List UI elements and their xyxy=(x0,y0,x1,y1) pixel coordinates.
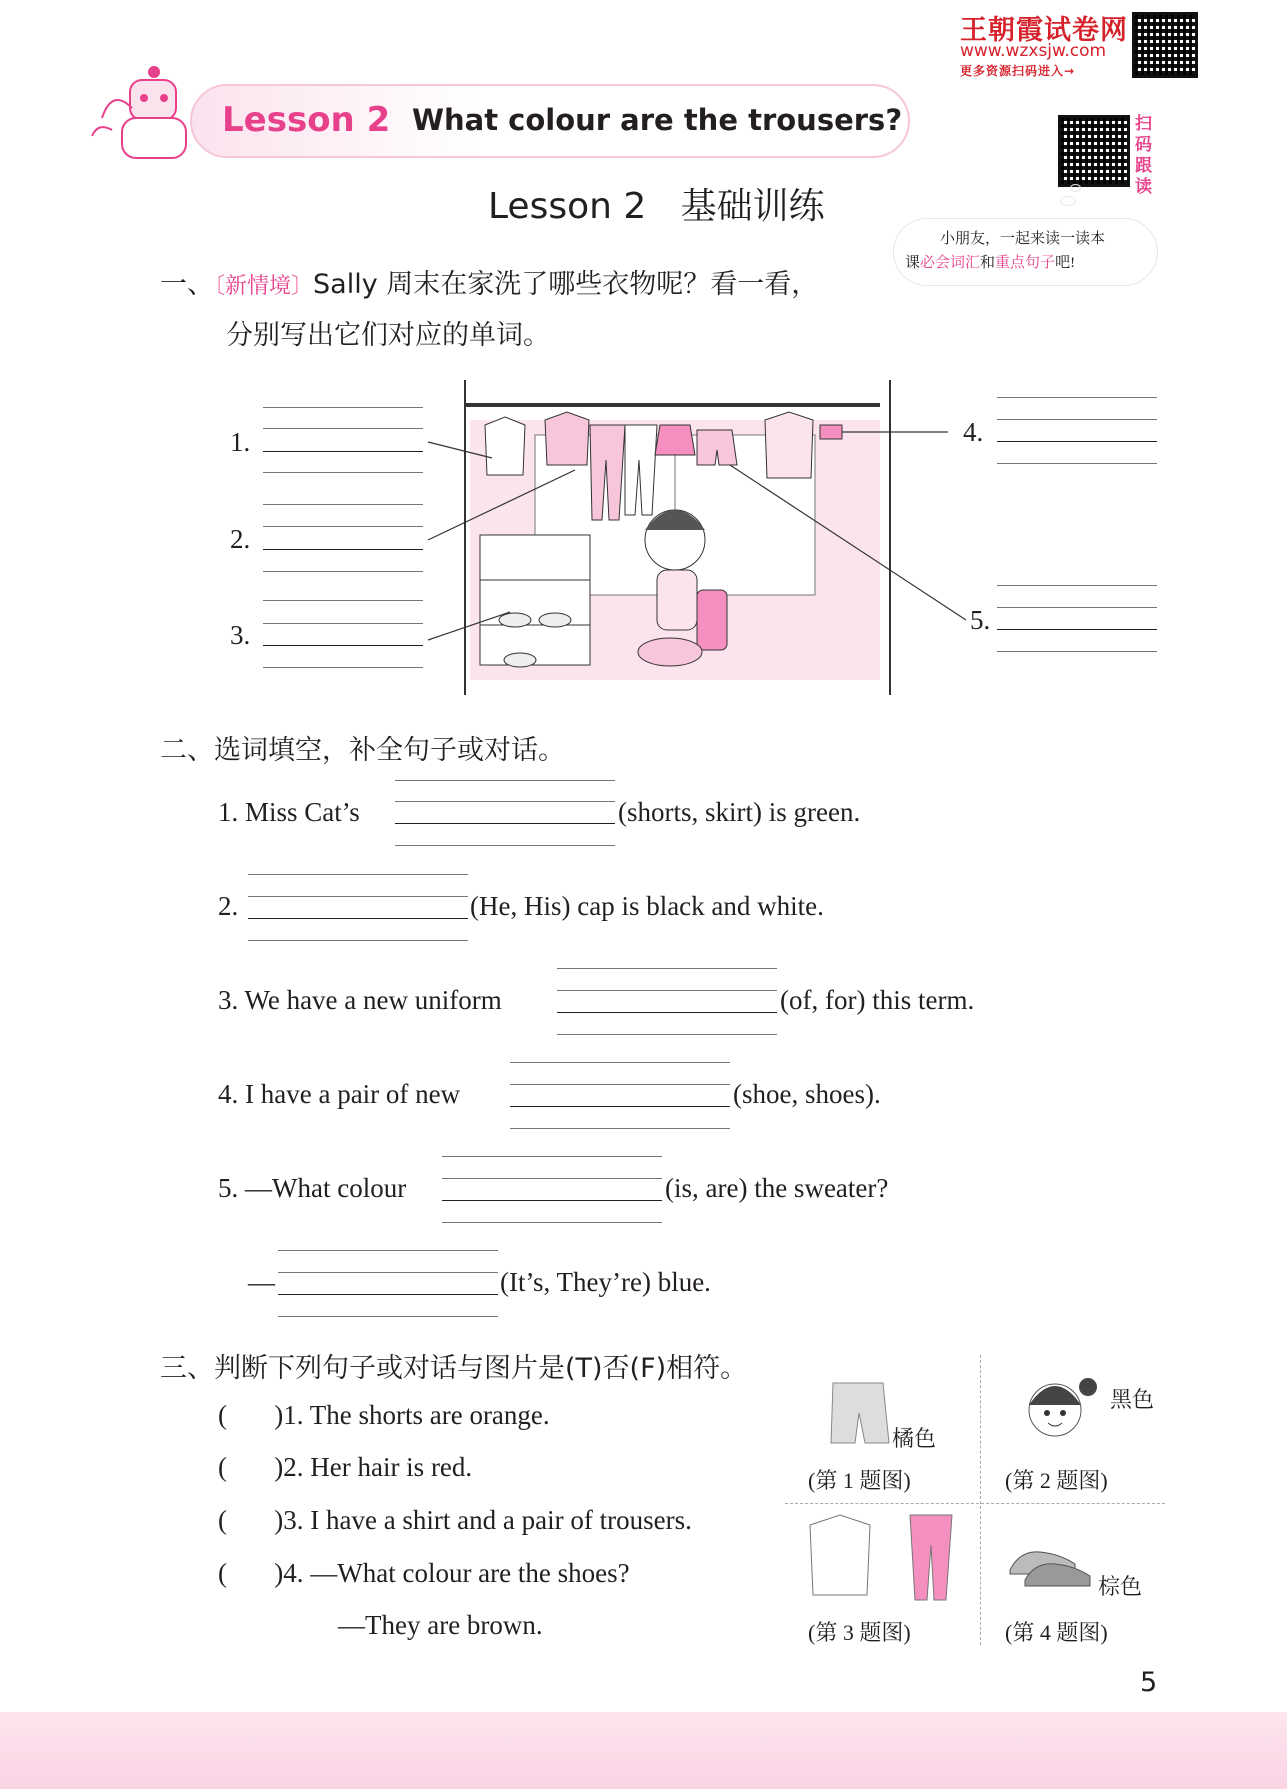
fig1-caption: (第 1 题图) xyxy=(808,1468,911,1493)
q1-answer-1[interactable] xyxy=(263,451,423,452)
q1-label-1: 1. xyxy=(230,427,251,457)
q1-guide-line xyxy=(263,571,423,572)
q3-item-text: 2. Her hair is red. xyxy=(283,1452,473,1482)
q2-item-5-post: (is, are) the sweater? xyxy=(665,1173,889,1203)
q1-guide-line xyxy=(263,504,423,505)
q2-guide-line xyxy=(557,968,777,969)
bubble-highlight-sentences: 重点句子 xyxy=(995,255,1056,271)
fig3-caption: (第 3 题图) xyxy=(808,1620,911,1645)
bottom-decoration-band xyxy=(0,1712,1287,1789)
answer-bracket[interactable]: ( ) xyxy=(218,1452,284,1482)
q2-item-1-pre: 1. Miss Cat’s xyxy=(218,797,360,827)
q3-item-text: 4. —What colour are the shoes? xyxy=(283,1558,630,1588)
q2-answer-1[interactable] xyxy=(395,823,615,824)
q2-guide-line xyxy=(278,1272,498,1273)
q2-answer-6[interactable] xyxy=(278,1294,498,1295)
bubble-text: 吧! xyxy=(1055,255,1076,271)
q2-guide-line xyxy=(510,1062,730,1063)
q1-number: 一、 xyxy=(160,269,214,300)
answer-bracket[interactable]: ( ) xyxy=(218,1505,284,1535)
fig4-color-label: 棕色 xyxy=(1098,1574,1143,1599)
q2-guide-line xyxy=(248,896,468,897)
q1-guide-line xyxy=(997,419,1157,420)
q2-guide-line xyxy=(248,874,468,875)
q1-guide-line xyxy=(263,667,423,668)
q3-item-3 xyxy=(218,1505,692,1536)
bubble-text: 课 xyxy=(905,255,921,271)
q2-item-6-pre: — xyxy=(248,1267,275,1297)
fig4-caption: (第 4 题图) xyxy=(1005,1620,1108,1645)
q2-guide-line xyxy=(278,1250,498,1251)
q1-tag: 〔新情境〕 xyxy=(214,274,314,299)
q1-answer-2[interactable] xyxy=(263,549,423,550)
scan-label-char: 扫 xyxy=(1135,114,1152,134)
q2-guide-line xyxy=(248,940,468,941)
shoes-icon xyxy=(1005,1530,1100,1590)
q3-item-4-reply: —They are brown. xyxy=(338,1610,543,1640)
q2-guide-line xyxy=(510,1084,730,1085)
q2-guide-line xyxy=(557,1034,777,1035)
q2-guide-line xyxy=(442,1156,662,1157)
q1-guide-line xyxy=(263,600,423,601)
banner-lesson: Lesson 2 xyxy=(222,100,391,140)
q2-answer-3[interactable] xyxy=(557,1012,777,1013)
q1-connector-lines xyxy=(0,0,1287,700)
shorts-icon xyxy=(825,1378,895,1458)
q2-guide-line xyxy=(557,990,777,991)
q2-item-2-post: (He, His) cap is black and white. xyxy=(470,891,824,921)
q2-item-3-pre: 3. We have a new uniform xyxy=(218,985,502,1015)
bubble-highlight-vocab: 必会词汇 xyxy=(920,255,981,271)
q1-guide-line xyxy=(263,428,423,429)
fig2-color-label: 黑色 xyxy=(1110,1387,1155,1412)
page-number: 5 xyxy=(1140,1667,1158,1698)
q2-item-4-post: (shoe, shoes). xyxy=(733,1079,881,1109)
bubble-line-1: 小朋友，一起来读一读本 xyxy=(940,231,1106,247)
banner-title: What colour are the trousers? xyxy=(412,103,903,137)
q2-guide-line xyxy=(395,780,615,781)
q2-item-2-pre: 2. xyxy=(218,891,239,921)
brand-title: 王朝霞试卷网 xyxy=(960,15,1128,46)
fig1-color-label: 橘色 xyxy=(892,1426,937,1451)
q2-item-5-pre: 5. —What colour xyxy=(218,1173,407,1203)
brand-note: 更多资源扫码进入→ xyxy=(960,64,1076,78)
answer-bracket[interactable]: ( ) xyxy=(218,1558,284,1588)
q3-item-4 xyxy=(218,1558,630,1589)
q1-answer-3[interactable] xyxy=(263,645,423,646)
q2-answer-5[interactable] xyxy=(442,1200,662,1201)
q3-item-1 xyxy=(218,1400,550,1431)
q1-guide-line xyxy=(997,585,1157,586)
shirt-and-trousers-icon xyxy=(800,1510,965,1605)
q1-label-3: 3. xyxy=(230,620,251,650)
q2-guide-line xyxy=(395,801,615,802)
q1-guide-line xyxy=(263,407,423,408)
q1-guide-line xyxy=(997,651,1157,652)
q1-guide-line xyxy=(997,607,1157,608)
q2-guide-line xyxy=(442,1222,662,1223)
fig2-caption: (第 2 题图) xyxy=(1005,1468,1108,1493)
scan-label-char: 跟 xyxy=(1135,156,1152,176)
q2-heading: 二、选词填空，补全句子或对话。 xyxy=(160,735,565,766)
q1-label-4: 4. xyxy=(963,417,984,447)
q1-guide-line xyxy=(263,623,423,624)
scan-label-char: 码 xyxy=(1135,135,1152,155)
q1-guide-line xyxy=(997,463,1157,464)
answer-bracket[interactable]: ( ) xyxy=(218,1400,284,1430)
q1-answer-5[interactable] xyxy=(997,629,1157,630)
q1-guide-line xyxy=(263,472,423,473)
q2-guide-line xyxy=(510,1128,730,1129)
q1-text-line1: Sally 周末在家洗了哪些衣物呢？看一看， xyxy=(313,269,819,300)
grid-divider xyxy=(980,1355,981,1645)
q1-guide-line xyxy=(263,526,423,527)
q3-item-text: 3. I have a shirt and a pair of trousers. xyxy=(283,1505,692,1535)
q2-answer-4[interactable] xyxy=(510,1106,730,1107)
q3-item-text: 1. The shorts are orange. xyxy=(283,1400,550,1430)
bubble-text: 和 xyxy=(980,255,996,271)
q2-item-3-post: (of, for) this term. xyxy=(780,985,975,1015)
q3-heading: 三、判断下列句子或对话与图片是(T)否(F)相符。 xyxy=(160,1353,748,1384)
q2-item-6-post: (It’s, They’re) blue. xyxy=(500,1267,711,1297)
scan-label-char: 读 xyxy=(1135,177,1152,197)
q1-guide-line xyxy=(997,397,1157,398)
q2-guide-line xyxy=(442,1178,662,1179)
q1-text-line2: 分别写出它们对应的单词。 xyxy=(226,320,550,351)
q1-label-5: 5. xyxy=(970,605,991,635)
girl-portrait-icon xyxy=(1010,1365,1105,1455)
section-title: Lesson 2 基础训练 xyxy=(488,186,825,227)
q2-item-4-pre: 4. I have a pair of new xyxy=(218,1079,461,1109)
brand-url: www.wzxsjw.com xyxy=(960,41,1107,61)
q2-item-1-post: (shorts, skirt) is green. xyxy=(618,797,861,827)
q2-guide-line xyxy=(395,845,615,846)
q2-answer-2[interactable] xyxy=(248,918,468,919)
q2-guide-line xyxy=(278,1316,498,1317)
q3-item-2 xyxy=(218,1452,472,1483)
grid-divider xyxy=(785,1503,1165,1504)
q1-label-2: 2. xyxy=(230,524,251,554)
q1-answer-4[interactable] xyxy=(997,441,1157,442)
